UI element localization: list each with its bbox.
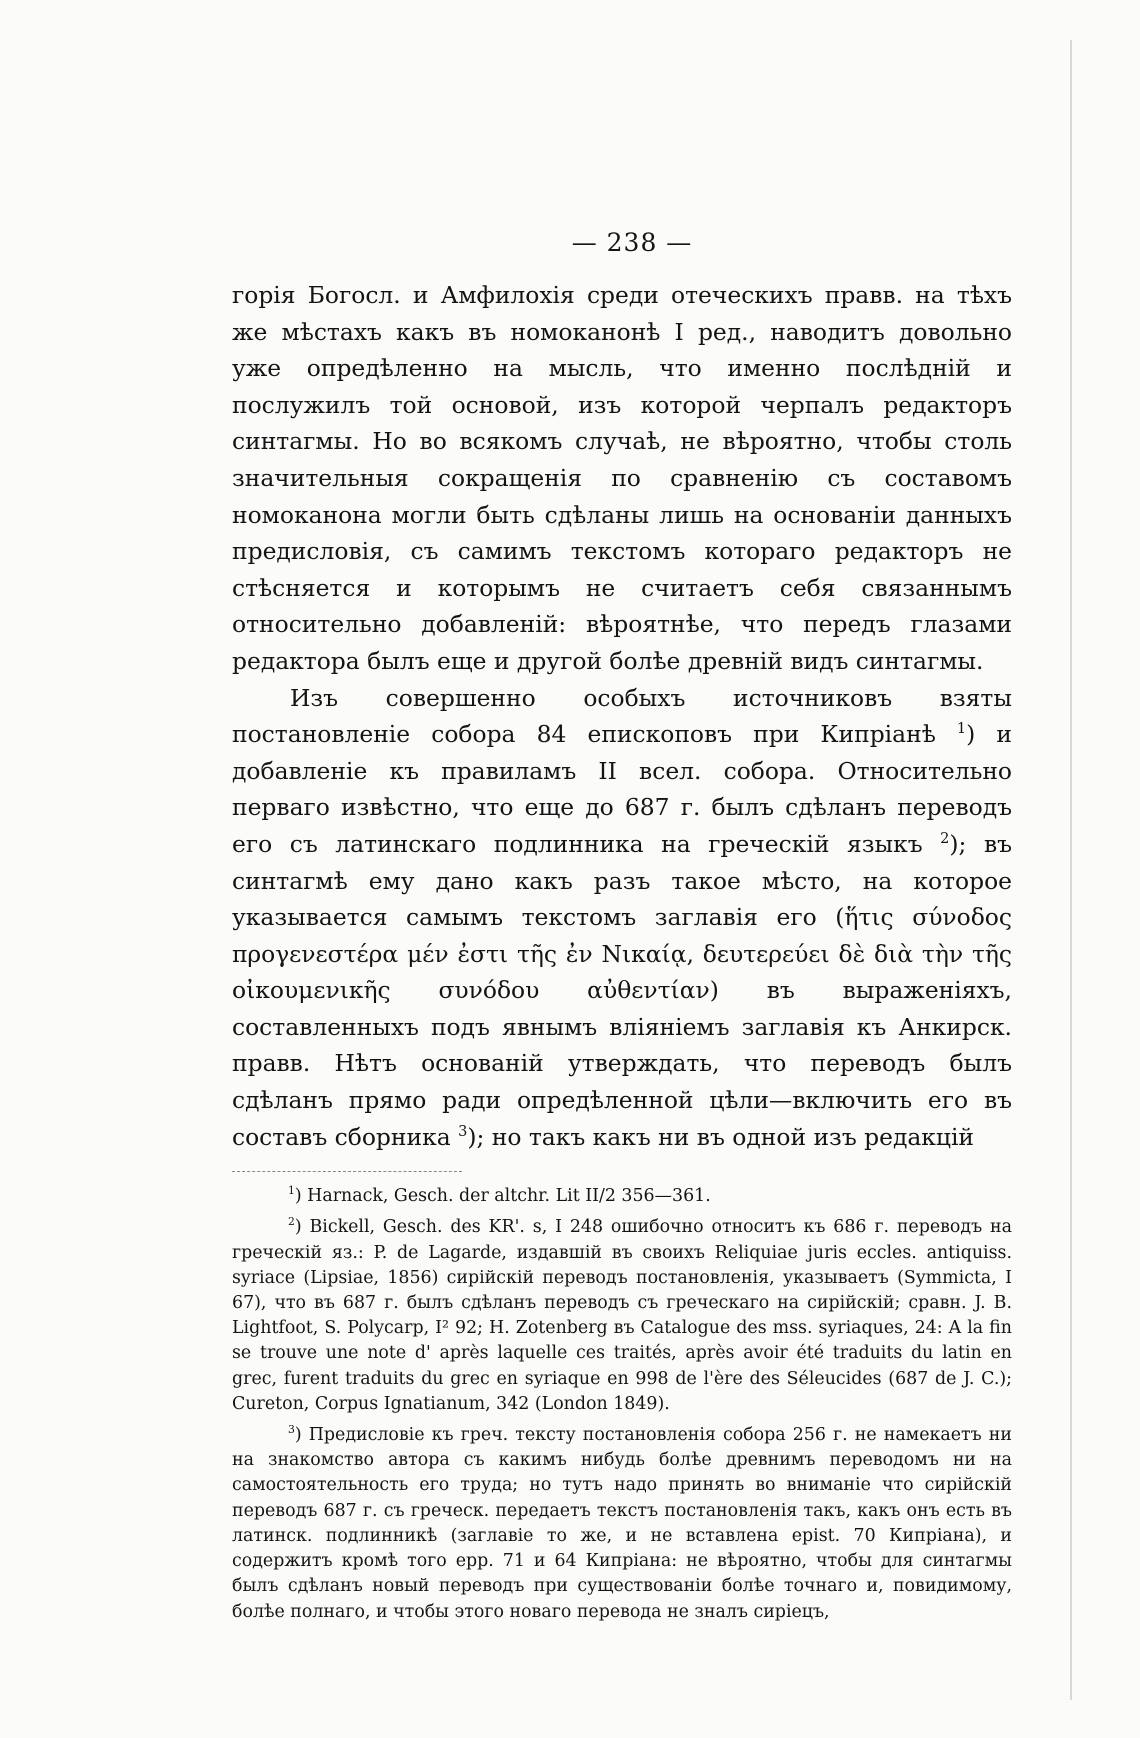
paragraph-text: ) и добавленіе къ правиламъ II всел. собора. Относительно перваго извѣстно, что еще до 687 г. былъ сдѣланъ переводъ его съ латинскаго подлинника на греческій языкъ: [232, 720, 1012, 858]
footnote: [232, 1423, 1012, 1625]
page-edge-line: [1070, 40, 1072, 1700]
footnote: [232, 1215, 1012, 1417]
paragraph-text: горія Богосл. и Амфилохія среди отеческихъ правв. на тѣхъ же мѣстахъ какъ въ номоканонѣ I ред., наводитъ довольно уже опредѣленно на мысль, что именно послѣдній и послужилъ той основой, изъ которой черпалъ редакторъ синтагмы. Но во всякомъ случаѣ, не вѣроятно, чтобы столь значительныя сокращенія по сравненію съ составомъ номоканона могли быть сдѣланы лишь на основаніи данныхъ предисловія, съ самимъ текстомъ котораго редакторъ не стѣсняется и которымъ не считаетъ себя связаннымъ относительно добавленій: вѣроятнѣе, что передъ глазами редактора былъ еще и другой болѣе древній видъ синтагмы.: [232, 281, 1012, 675]
main-text: [232, 277, 1012, 1155]
paragraph-text: ); но такъ какъ ни въ одной изъ редакцій: [467, 1122, 975, 1151]
footnote-reference-mark: 2: [288, 1215, 295, 1229]
paragraph: [232, 680, 1012, 1156]
paragraph: [232, 277, 1012, 680]
footnote: [232, 1184, 1012, 1209]
footnotes: [232, 1184, 1012, 1624]
text-block: [232, 228, 1012, 1631]
paragraph-text: ); въ синтагмѣ ему дано какъ разъ такое мѣсто, на которое указывается самымъ текстомъ заглавія его (ἥτις σύνοδος προγενεστέρα μέν ἐστι τῆς ἐν Νικαίᾳ, δευτερεύει δὲ διὰ τὴν τῆς οἰκουμενικῆς συνόδου αὐθεντίαν) въ выраженіяхъ, составленныхъ подъ явнымъ вліяніемъ заглавія къ Анкирск. правв. Нѣтъ основаній утверждать, что переводъ былъ сдѣланъ прямо ради опредѣленной цѣли—включить его въ составъ сборника: [232, 829, 1012, 1151]
footnote-reference-mark: 3: [288, 1423, 295, 1437]
footnote-text: ) Предисловіе къ греч. тексту постановленія собора 256 г. не намекаетъ ни на знакомство автора съ какимъ нибудь болѣе древнимъ переводомъ ни на самостоятельность его труда; но тутъ надо принять во вниманіе что сирійскій переводъ 687 г. съ греческ. передаетъ текстъ постановленія такъ, какъ онъ есть въ латинск. подлинникѣ (заглавіе то же, и не вставлена epist. 70 Кипріана), и содержитъ кромѣ того epp. 71 и 64 Кипріана: не вѣроятно, чтобы для синтагмы былъ сдѣланъ новый переводъ при существованіи болѣе точнаго и, повидимому, болѣе полнаго, и чтобы этого новаго перевода не зналъ сиріецъ,: [232, 1425, 1012, 1622]
footnote-text: ) Bickell, Gesch. des KR'. s, I 248 ошибочно относитъ къ 686 г. переводъ на греческій яз.: P. de Lagarde, издавшій въ своихъ Reliquiae juris eccles. antiquiss. syriace (Lipsiae, 1856) сирійскій переводъ постановленія, указываетъ (Symmicta, I 67), что въ 687 г. былъ сдѣланъ переводъ съ греческаго на сирійскій; сравн. J. B. Lightfoot, S. Polycarp, I² 92; H. Zotenberg въ Catalogue des mss. syriaques, 24: A la fin se trouve une note d' après laquelle ces traités, après avoir été traduits du latin en grec, furent traduits du grec en syriaque en 998 de l'ère des Séleucides (687 de J. C.); Cureton, Corpus Ignatianum, 342 (London 1849).: [232, 1217, 1012, 1414]
paragraph-reference-mark: 2: [940, 831, 950, 848]
footnote-divider: [232, 1171, 462, 1172]
paragraph-reference-mark: 3: [458, 1123, 468, 1140]
page-number: — 238 —: [571, 228, 693, 257]
footnote-text: ) Harnack, Gesch. der altchr. Lit II/2 356—361.: [294, 1186, 711, 1207]
paragraph-reference-mark: 1: [956, 721, 967, 738]
footnote-reference-mark: 1: [288, 1184, 295, 1198]
paragraph-text: Изъ совершенно особыхъ источниковъ взяты постановленіе собора 84 епископовъ при Кипріанѣ: [232, 683, 1012, 749]
